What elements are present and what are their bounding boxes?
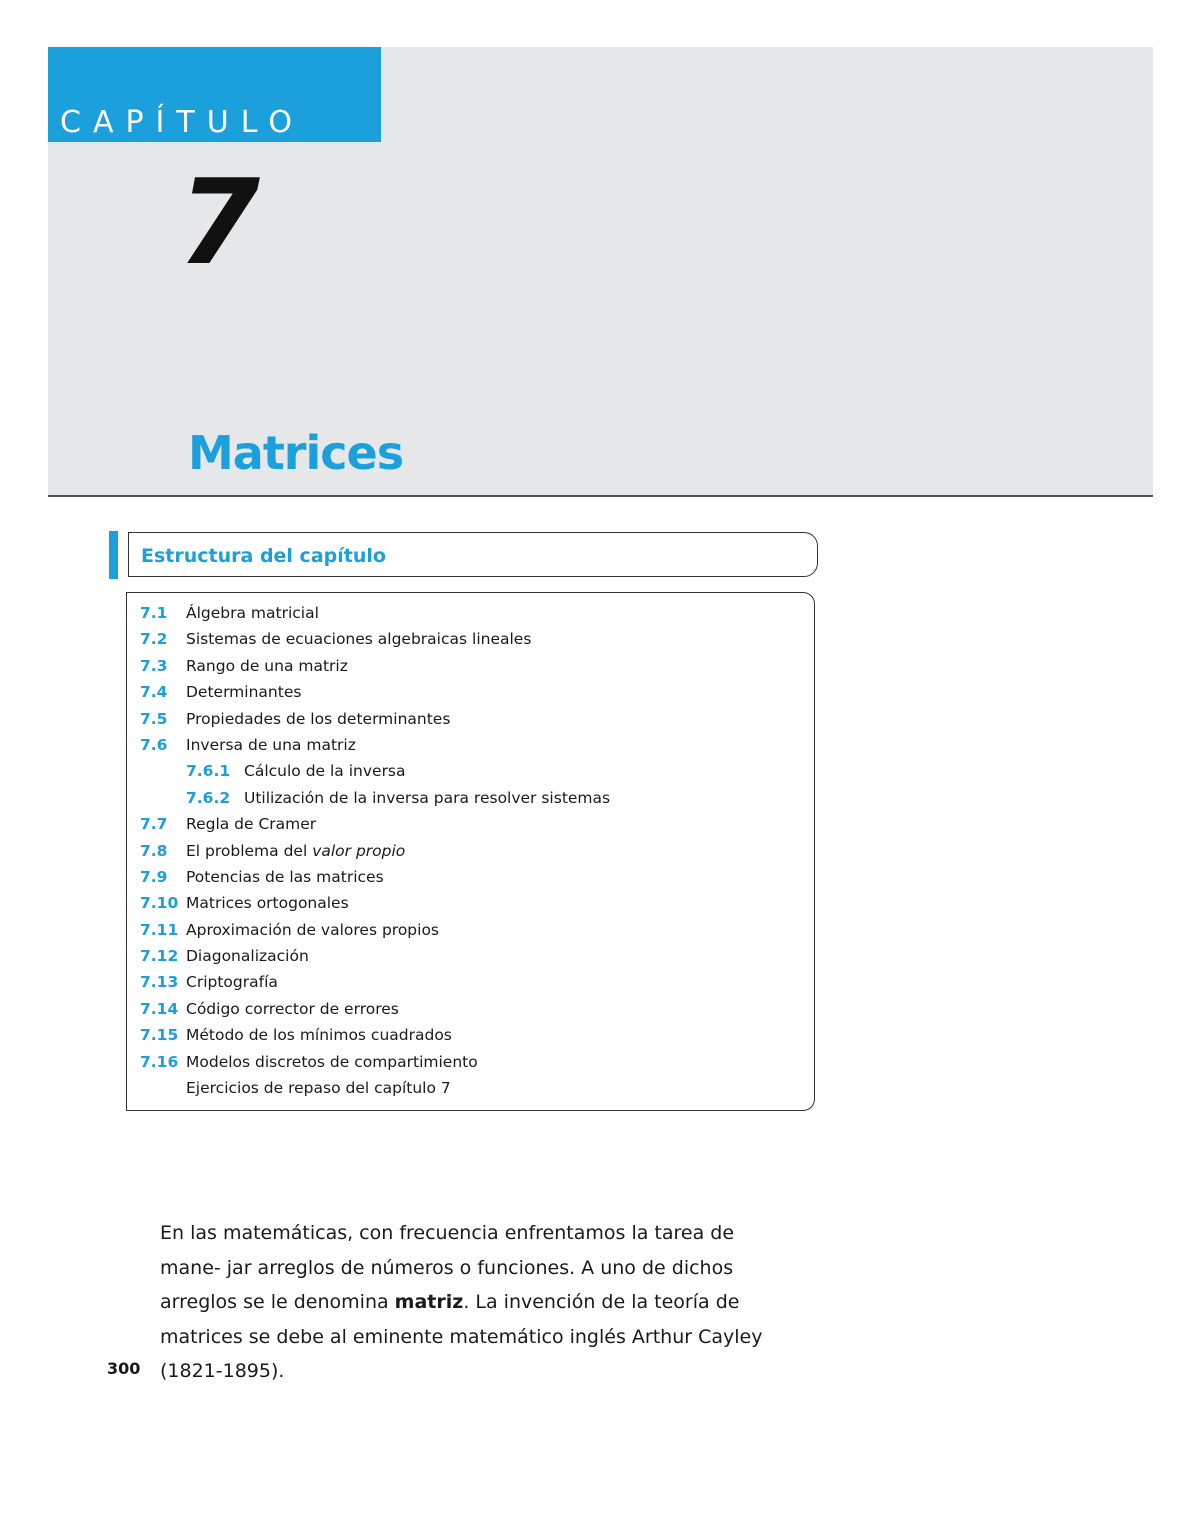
toc-item [140,890,610,916]
toc-text: Rango de una matriz [186,656,348,675]
toc-subitem [140,785,610,811]
toc-number: 7.4 [140,683,168,702]
toc-item [140,996,610,1022]
toc-item [140,600,610,626]
toc-item [140,1049,610,1075]
toc-number: 7.10 [140,894,179,913]
toc-text: Utilización de la inversa para resolver sistemas [244,788,611,807]
toc-item [140,838,610,864]
toc-number: 7.15 [140,1026,179,1045]
intro-bold-term: matriz [394,1291,464,1313]
toc-number: 7.11 [140,920,179,939]
toc-text: Método de los mínimos cuadrados [186,1026,452,1045]
chapter-title: Matrices [188,426,404,480]
toc-number: 7.8 [140,841,168,860]
table-of-contents [140,600,610,1101]
structure-title: Estructura del capítulo [141,545,386,567]
toc-text: Diagonalización [186,947,309,966]
toc-text: Sistemas de ecuaciones algebraicas lineales [186,630,532,649]
chapter-label: CAPÍTULO [60,105,304,140]
toc-text: Álgebra matricial [186,604,319,622]
toc-text: Propiedades de los determinantes [186,709,451,728]
toc-number: 7.6.2 [186,788,231,807]
chapter-number: 7 [178,153,261,291]
toc-text: Modelos discretos de compartimiento [186,1052,478,1071]
toc-item [140,653,610,679]
toc-number: 7.9 [140,867,168,886]
toc-number: 7.6.1 [186,762,231,781]
toc-text: El problema del [186,841,313,860]
toc-number: 7.12 [140,947,179,966]
toc-number: 7.13 [140,973,179,992]
toc-text: Determinantes [186,683,302,702]
toc-number: 7.14 [140,999,179,1018]
toc-text: Regla de Cramer [186,815,317,834]
toc-text-italic: valor propio [312,841,406,860]
toc-text: Código corrector de errores [186,999,399,1018]
intro-text: En las matemáticas, con frecuencia enfrentamos la tarea de mane- jar arreglos de números o funciones. A uno de dichos arreglos se le denomina [160,1222,735,1313]
toc-item [140,969,610,995]
toc-text: Ejercicios de repaso del capítulo 7 [186,1079,451,1098]
header-divider [48,495,1153,497]
toc-text: Inversa de una matriz [186,735,356,754]
toc-number: 7.2 [140,630,168,649]
toc-subitem [140,758,610,784]
toc-text: Potencias de las matrices [186,867,384,886]
toc-item [140,679,610,705]
toc-number: 7.3 [140,656,168,675]
intro-text: . La invención de la teoría de matrices se debe al eminente matemático inglés Arthur Cayley (1821-1895). [160,1291,763,1382]
toc-number: 7.6 [140,735,168,754]
toc-number: 7.7 [140,815,168,834]
toc-item-review [140,1075,610,1101]
toc-item [140,1022,610,1048]
toc-item [140,917,610,943]
toc-text: Cálculo de la inversa [244,762,406,781]
toc-item [140,864,610,890]
toc-number: 7.16 [140,1052,179,1071]
toc-text: Matrices ortogonales [186,894,349,913]
page-number: 300 [107,1359,141,1378]
toc-item [140,811,610,837]
toc-number: 7.5 [140,709,168,728]
toc-item [140,943,610,969]
intro-paragraph [160,1216,780,1389]
toc-text: Criptografía [186,973,278,992]
toc-item [140,626,610,652]
structure-accent-bar [109,531,118,579]
toc-item [140,732,610,758]
toc-text: Aproximación de valores propios [186,920,440,939]
toc-number: 7.1 [140,604,168,622]
toc-item [140,706,610,732]
